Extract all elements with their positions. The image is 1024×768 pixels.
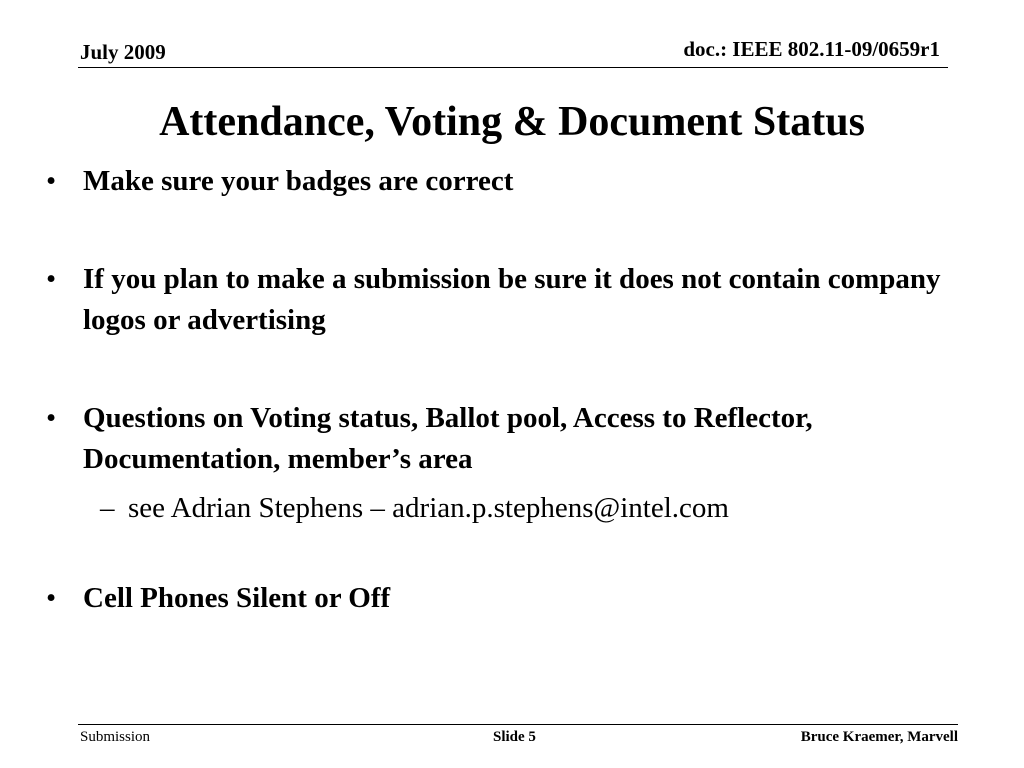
bullet-text: Make sure your badges are correct — [83, 165, 514, 197]
bullet-text: If you plan to make a submission be sure it does not contain company logos or advertising — [83, 263, 941, 336]
bullet-item — [46, 259, 976, 341]
sub-bullet-item — [100, 488, 970, 529]
footer-submission: Submission — [80, 729, 151, 745]
slide-title: Attendance, Voting & Document Status — [159, 99, 865, 145]
bullet-text: Cell Phones Silent or Off — [83, 582, 391, 614]
bullet-marker: • — [46, 402, 57, 434]
bullet-marker: • — [46, 582, 57, 614]
bullet-item — [46, 578, 976, 619]
bullet-marker: • — [46, 263, 57, 295]
bullet-marker: • — [46, 165, 57, 197]
bullet-item — [46, 161, 976, 202]
footer-slide-number: Slide 5 — [493, 729, 536, 745]
sub-bullet-text: see Adrian Stephens – adrian.p.stephens@intel.com — [128, 492, 729, 524]
bullet-text: Questions on Voting status, Ballot pool, Access to Reflector, Documentation, member’s area — [83, 402, 813, 475]
sub-bullet-marker: – — [100, 492, 115, 524]
header-date: July 2009 — [80, 40, 166, 64]
footer-divider — [78, 724, 958, 725]
header-doc-id: doc.: IEEE 802.11-09/0659r1 — [683, 37, 940, 61]
bullet-item — [46, 398, 976, 480]
footer-author: Bruce Kraemer, Marvell — [800, 729, 958, 745]
header-divider — [78, 67, 948, 68]
